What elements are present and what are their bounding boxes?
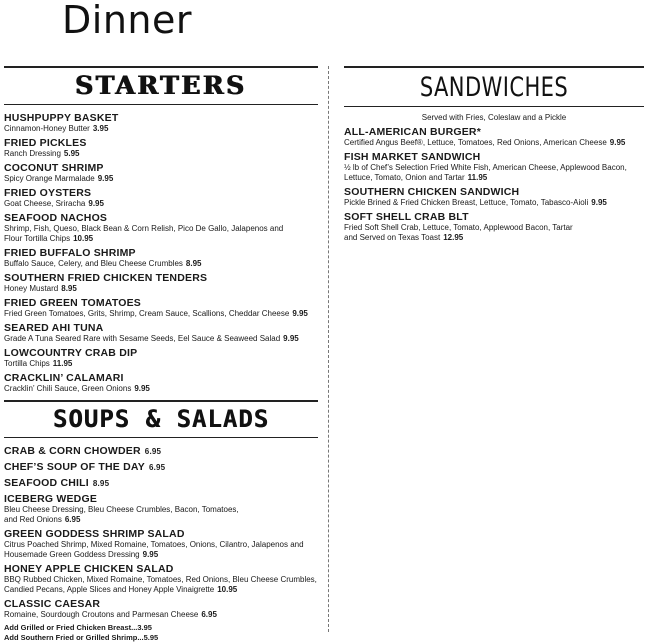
item-price: 5.95 <box>63 149 80 158</box>
item-name <box>4 477 318 490</box>
desc-text: Shrimp, Fish, Queso, Black Bean & Corn Relish, Pico De Gallo, Jalapenos and Flour Tortilla Chips <box>4 224 284 243</box>
item-name: ICEBERG WEDGE <box>4 493 98 505</box>
salad-item <box>4 598 318 620</box>
desc-text: Grade A Tuna Seared Rare with Sesame Seeds, Eel Sauce & Seaweed Salad <box>4 334 281 343</box>
item-desc <box>4 610 318 620</box>
desc-text: Spicy Orange Marmalade <box>4 174 95 183</box>
item-desc <box>4 384 318 394</box>
item-price: 6.95 <box>144 447 162 456</box>
item-desc <box>4 359 318 369</box>
item-name: GREEN GODDESS SHRIMP SALAD <box>4 528 185 540</box>
item-name: FRIED BUFFALO SHRIMP <box>4 247 136 259</box>
desc-text: Citrus Poached Shrimp, Mixed Romaine, Tomatoes, Onions, Cilantro, Jalapenos and Housemade Green Goddess Dressing <box>4 540 304 559</box>
item-name: SEARED AHI TUNA <box>4 322 104 334</box>
item-price: 12.95 <box>443 233 464 242</box>
starter-item <box>4 112 318 134</box>
item-desc <box>4 334 318 344</box>
item-name: SOUTHERN CHICKEN SANDWICH <box>344 186 520 198</box>
soups-top-rule <box>4 400 318 402</box>
salad-addon: Add Grilled or Fried Chicken Breast...3.95 <box>4 623 152 632</box>
item-name: FISH MARKET SANDWICH <box>344 151 481 163</box>
starters-list <box>4 112 318 394</box>
starter-item <box>4 297 318 319</box>
desc-text: Honey Mustard <box>4 284 59 293</box>
desc-text: Buffalo Sauce, Celery, and Bleu Cheese Crumbles <box>4 259 183 268</box>
sandwich-item <box>344 126 644 148</box>
desc-text: Ranch Dressing <box>4 149 61 158</box>
item-price: 9.95 <box>609 138 626 147</box>
soup-item <box>4 445 318 458</box>
soups-heading: SOUPS & SALADS <box>52 405 270 433</box>
item-price: 9.95 <box>134 384 150 393</box>
salad-addon: Add Southern Fried or Grilled Shrimp...5.95 <box>4 633 159 642</box>
item-name: CRACKLIN’ CALAMARI <box>4 372 124 384</box>
item-price: 9.95 <box>142 550 159 559</box>
item-desc <box>4 174 318 184</box>
sandwiches-heading: SANDWICHES <box>419 72 569 103</box>
item-name <box>4 461 318 474</box>
item-price: 9.95 <box>292 309 308 318</box>
item-desc <box>344 163 644 183</box>
soup-item <box>4 461 318 474</box>
item-price: 8.95 <box>92 479 110 488</box>
item-desc <box>4 124 318 134</box>
starter-item <box>4 187 318 209</box>
item-price: 8.95 <box>61 284 77 293</box>
item-desc <box>344 138 644 148</box>
item-desc <box>4 540 318 560</box>
desc-text: BBQ Rubbed Chicken, Mixed Romaine, Tomatoes, Red Onions, Bleu Cheese Crumbles, Candied Pecans, Apple Slices and Honey Apple Vinaigrette <box>4 575 317 594</box>
item-price: 9.95 <box>97 174 114 183</box>
item-price: 10.95 <box>217 585 238 594</box>
desc-text: Fried Soft Shell Crab, Lettuce, Tomato, Applewood Bacon, Tartar and Served on Texas Toast <box>344 223 573 242</box>
soups-list <box>4 445 318 620</box>
sandwich-item <box>344 186 644 208</box>
item-name: CLASSIC CAESAR <box>4 598 101 610</box>
sandwiches-note: Served with Fries, Coleslaw and a Pickle <box>421 113 567 122</box>
desc-text: Fried Green Tomatoes, Grits, Shrimp, Cream Sauce, Scallions, Cheddar Cheese <box>4 309 290 318</box>
desc-text: Goat Cheese, Sriracha <box>4 199 86 208</box>
name-text: CHEF’S SOUP OF THE DAY <box>4 461 145 473</box>
item-desc <box>4 259 318 269</box>
starter-item <box>4 162 318 184</box>
desc-text: Romaine, Sourdough Croutons and Parmesan Cheese <box>4 610 199 619</box>
starters-bottom-rule <box>4 104 318 105</box>
item-name: HUSHPUPPY BASKET <box>4 112 119 124</box>
item-desc <box>4 149 318 159</box>
starter-item <box>4 247 318 269</box>
desc-text: Certified Angus Beef®, Lettuce, Tomatoes, Red Onions, American Cheese <box>344 138 607 147</box>
item-price: 9.95 <box>591 198 607 207</box>
item-price: 9.95 <box>283 334 299 343</box>
item-name: HONEY APPLE CHICKEN SALAD <box>4 563 174 575</box>
item-price: 8.95 <box>185 259 202 268</box>
soups-bottom-rule <box>4 437 318 438</box>
desc-text: Pickle Brined & Fried Chicken Breast, Lettuce, Tomato, Tabasco-Aioli <box>344 198 589 207</box>
item-desc <box>4 505 244 525</box>
item-price: 11.95 <box>52 359 73 368</box>
soup-item <box>4 477 318 490</box>
item-name: FRIED OYSTERS <box>4 187 92 199</box>
starter-item <box>4 272 318 294</box>
item-name: SEAFOOD NACHOS <box>4 212 108 224</box>
salad-item <box>4 563 318 595</box>
item-name: FRIED PICKLES <box>4 137 87 149</box>
item-name: COCONUT SHRIMP <box>4 162 104 174</box>
item-price: 3.95 <box>92 124 109 133</box>
item-desc <box>4 575 318 595</box>
sandwich-item <box>344 211 644 243</box>
item-name: SOFT SHELL CRAB BLT <box>344 211 469 223</box>
item-name <box>4 445 318 458</box>
right-column <box>344 66 644 246</box>
desc-text: Tortilla Chips <box>4 359 50 368</box>
left-column <box>4 66 318 643</box>
item-desc <box>344 223 584 243</box>
starter-item <box>4 137 318 159</box>
page-title: Dinner <box>62 0 192 42</box>
item-desc <box>4 224 289 244</box>
item-price: 6.95 <box>64 515 81 524</box>
item-desc <box>4 309 318 319</box>
name-text: CRAB & CORN CHOWDER <box>4 445 141 457</box>
starter-item <box>4 347 318 369</box>
item-name: SOUTHERN FRIED CHICKEN TENDERS <box>4 272 208 284</box>
item-price: 11.95 <box>467 173 488 182</box>
starters-heading: STARTERS <box>75 71 247 100</box>
desc-text: ½ lb of Chef’s Selection Fried White Fish, American Cheese, Applewood Bacon, Lettuce, Tomato, Onion and Tartar <box>344 163 627 182</box>
item-desc <box>4 199 318 209</box>
item-name: ALL-AMERICAN BURGER* <box>344 126 481 138</box>
item-desc <box>4 284 318 294</box>
item-price: 6.95 <box>148 463 166 472</box>
desc-text: Cracklin’ Chili Sauce, Green Onions <box>4 384 132 393</box>
desc-text: Bleu Cheese Dressing, Bleu Cheese Crumbles, Bacon, Tomatoes, and Red Onions <box>4 505 239 524</box>
name-text: SEAFOOD CHILI <box>4 477 89 489</box>
sandwiches-bottom-rule <box>344 106 644 107</box>
sandwiches-list <box>344 126 644 243</box>
starter-item <box>4 322 318 344</box>
item-price: 9.95 <box>88 199 104 208</box>
salad-item <box>4 528 318 560</box>
item-name: LOWCOUNTRY CRAB DIP <box>4 347 138 359</box>
starters-top-rule <box>4 66 318 68</box>
salad-item <box>4 493 318 525</box>
sandwiches-top-rule <box>344 66 644 68</box>
column-divider <box>328 66 329 632</box>
starter-item <box>4 212 318 244</box>
sandwich-item <box>344 151 644 183</box>
item-price: 10.95 <box>73 234 94 243</box>
starter-item <box>4 372 318 394</box>
item-name: FRIED GREEN TOMATOES <box>4 297 142 309</box>
item-price: 6.95 <box>201 610 217 619</box>
item-desc <box>344 198 644 208</box>
desc-text: Cinnamon-Honey Butter <box>4 124 90 133</box>
